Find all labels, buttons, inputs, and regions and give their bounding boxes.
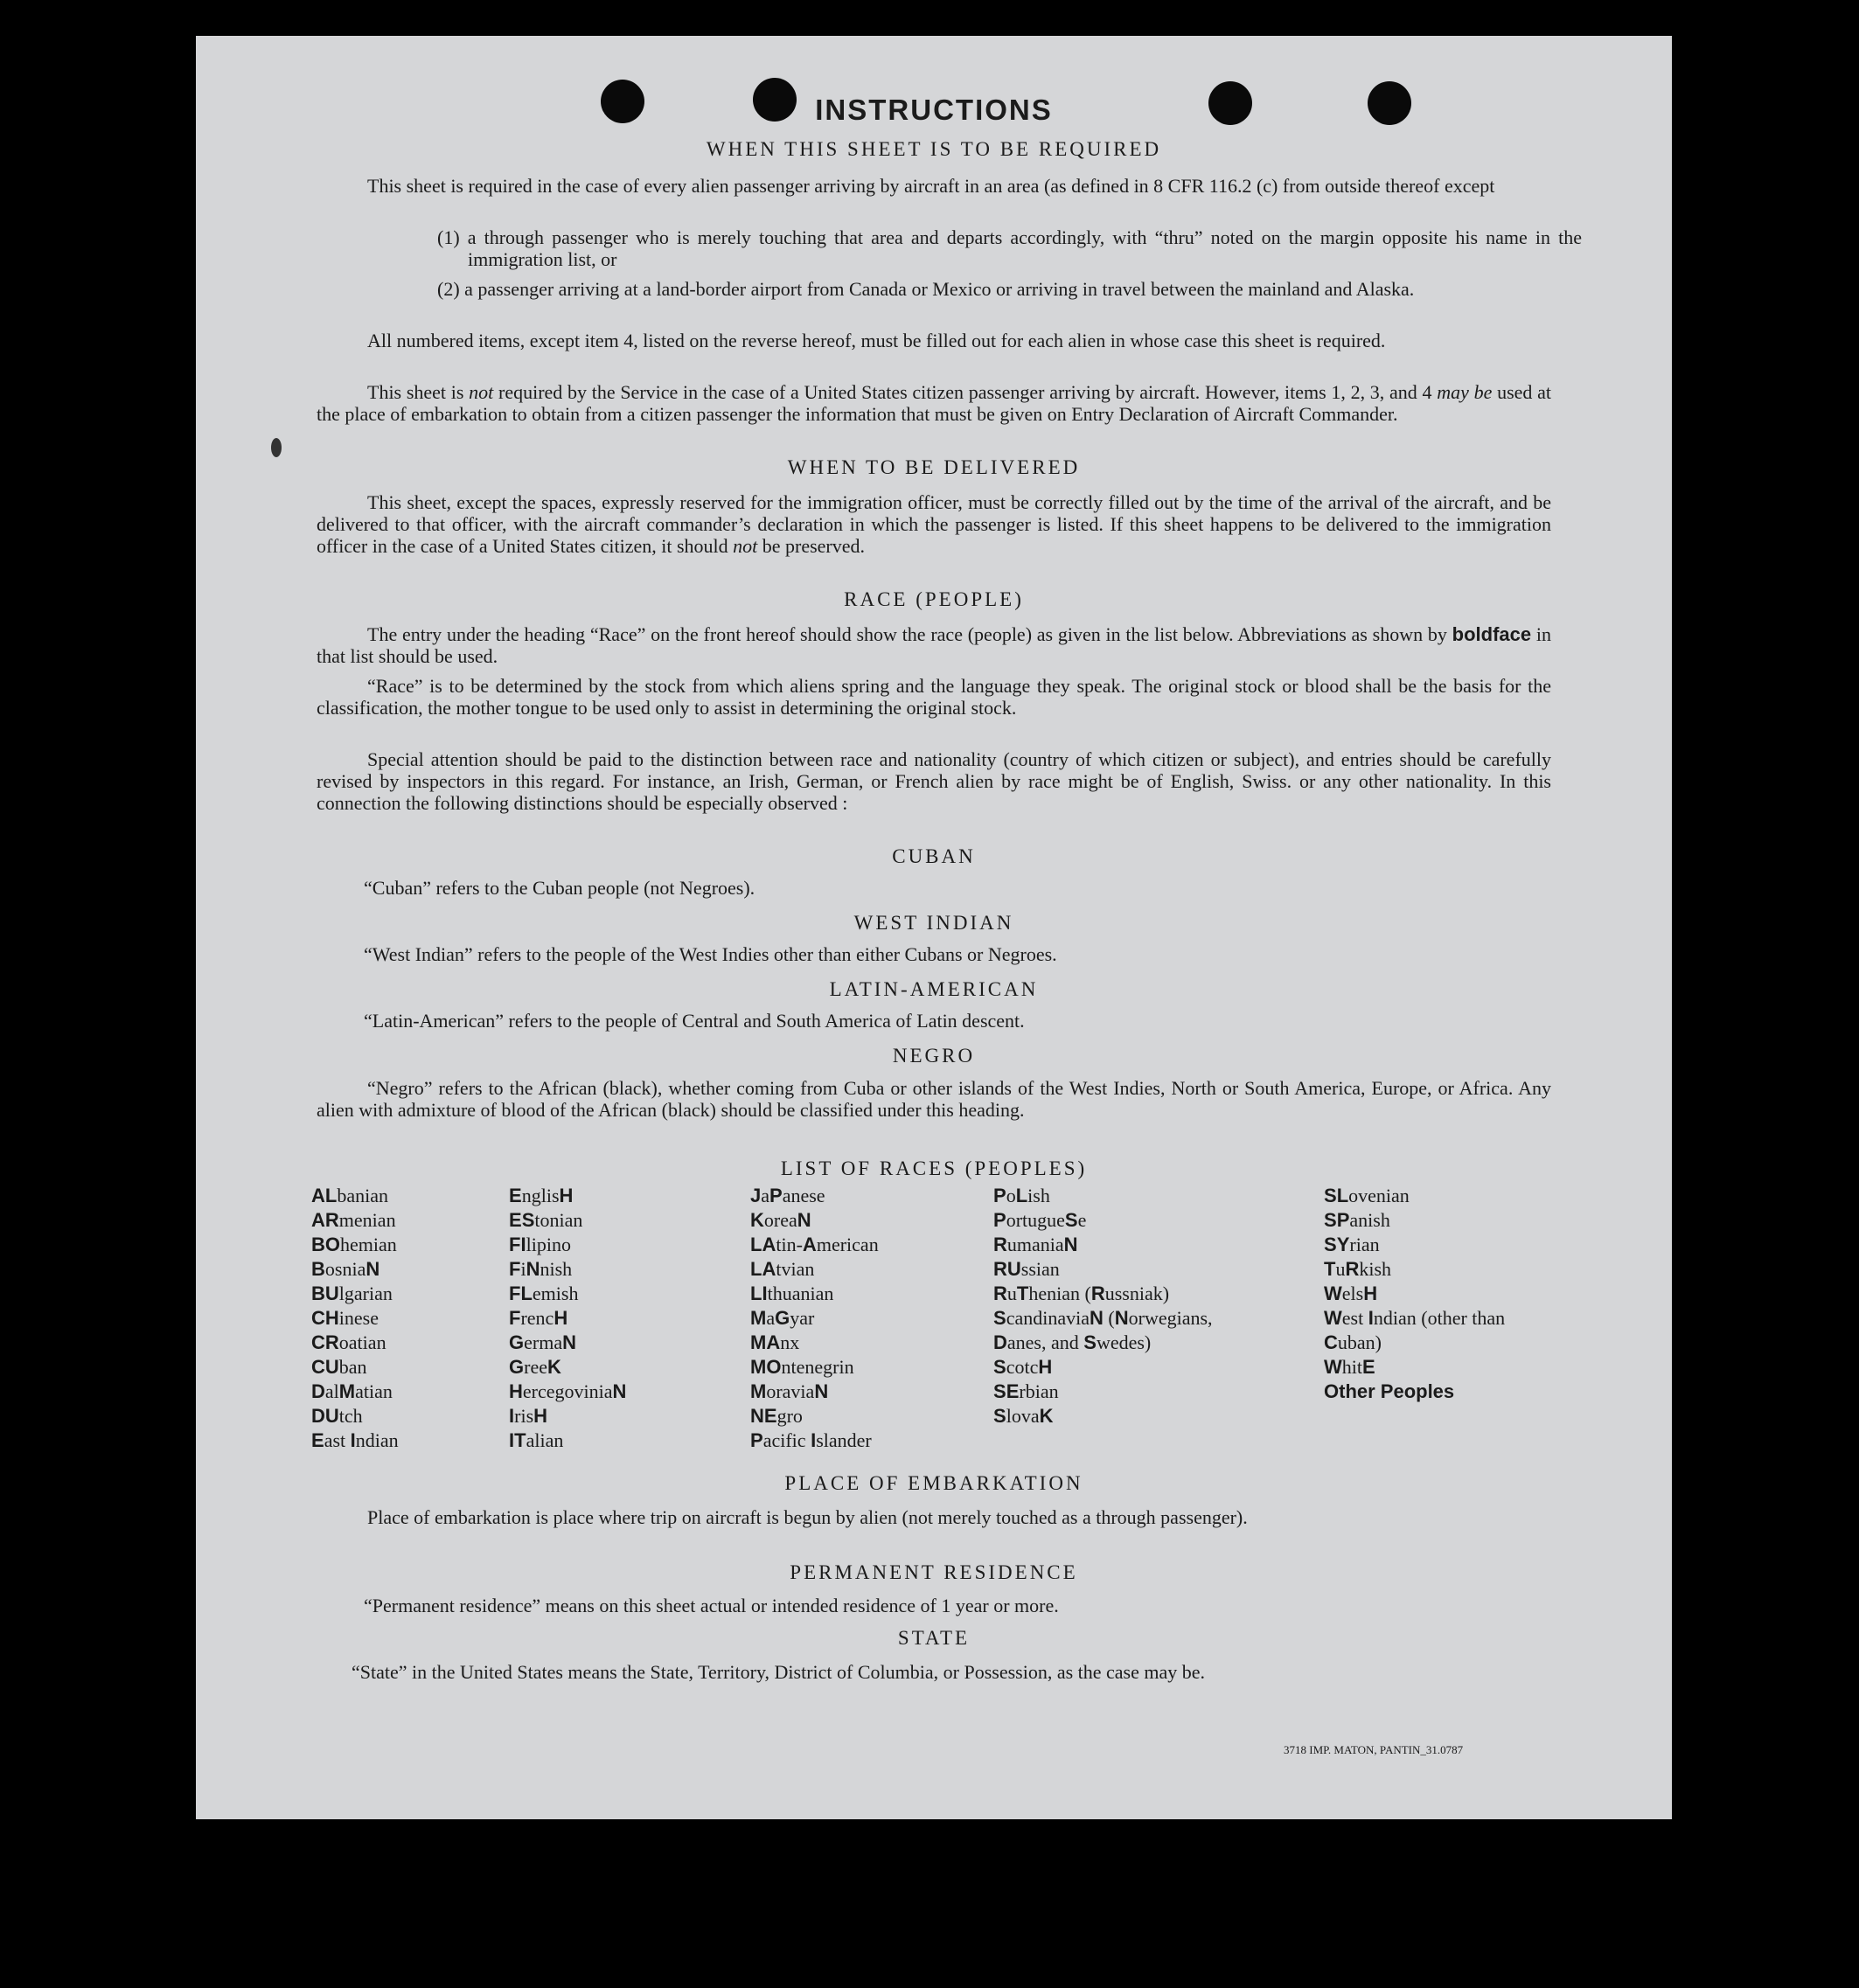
race-entry: SLovenian — [1324, 1185, 1410, 1206]
text: This sheet, except the spaces, expressly reserved for the immigration officer, must be correctly filled out by the time of the arrival of the aircraft, and be delivered to that officer, with the aircraft commander’s declaration in which the passenger is listed. If this sheet happens to be delivered to the immigration officer in the case of a United States citizen, it should — [317, 491, 1551, 557]
race-entry: CHinese — [311, 1307, 379, 1329]
heading-latin-american: LATIN-AMERICAN — [829, 978, 1039, 1000]
race-entry: ITalian — [509, 1429, 564, 1451]
race-entry: FIlipino — [509, 1234, 571, 1255]
race-entry: MAnx — [750, 1331, 800, 1353]
race-entry: MaGyar — [750, 1307, 815, 1329]
race-entry: CRoatian — [311, 1331, 386, 1353]
race-entry: BOhemian — [311, 1234, 397, 1255]
race-entry: SlovaK — [993, 1405, 1054, 1427]
race-entry: TuRkish — [1324, 1258, 1392, 1280]
race-entry: Pacific Islander — [750, 1429, 872, 1451]
printer-imprint: 3718 IMP. MATON, PANTIN_31.0787 — [1284, 1743, 1464, 1756]
race-entry: EStonian — [509, 1209, 583, 1231]
ink-blot — [271, 438, 282, 457]
heading-list-of-races: LIST OF RACES (PEOPLES) — [780, 1157, 1088, 1179]
race-entry: SErbian — [993, 1380, 1059, 1402]
race-entry: FLemish — [509, 1282, 579, 1304]
race-entry: LAtvian — [750, 1258, 815, 1280]
text: be preserved. — [757, 535, 866, 557]
race-entry: RuThenian (Russniak) — [993, 1282, 1170, 1304]
text: used at the place of embarkation to obtain from a citizen passenger the information that must be given on Entry Declaration of Aircraft Commander. — [317, 381, 1551, 425]
race-entry: SYrian — [1324, 1234, 1380, 1255]
race-entry: ALbanian — [311, 1185, 388, 1206]
race-entry: MOntenegrin — [750, 1356, 854, 1378]
race-entry: BUlgarian — [311, 1282, 393, 1304]
emphasis: not — [469, 381, 494, 403]
race-entry: SPanish — [1324, 1209, 1390, 1231]
emphasis: not — [733, 535, 758, 557]
race-entry: FrencH — [509, 1307, 568, 1329]
race-entry: BosniaN — [311, 1258, 380, 1280]
race-entry: HercegoviniaN — [509, 1380, 627, 1402]
race-entry: East Indian — [311, 1429, 399, 1451]
race-entry: PoLish — [993, 1185, 1050, 1206]
heading-state: STATE — [897, 1627, 971, 1649]
heading-embarkation: PLACE OF EMBARKATION — [784, 1472, 1083, 1494]
heading-when-required: WHEN THIS SHEET IS TO BE REQUIRED — [706, 138, 1162, 160]
paragraph — [317, 623, 1551, 667]
race-entry: RUssian — [993, 1258, 1060, 1280]
exception-item: (1) a through passenger who is merely touching that area and departs accordingly, with “thru” noted on the margin opposite his name in the immigration list, or — [437, 226, 1582, 270]
definition-state: “State” in the United States means the State, Territory, District of Columbia, or Possession, as the case may be. — [352, 1661, 1206, 1683]
race-entry: ScotcH — [993, 1356, 1053, 1378]
race-entry: LAtin-American — [750, 1234, 879, 1255]
paragraph: This sheet is required in the case of every alien passenger arriving by aircraft in an area (as defined in 8 CFR 116.2 (c) from outside thereof except — [367, 175, 1495, 197]
race-entry: PortugueSe — [993, 1209, 1087, 1231]
race-entry: WelsH — [1324, 1282, 1378, 1304]
race-entry: GermaN — [509, 1331, 576, 1353]
heading-permanent-residence: PERMANENT RESIDENCE — [790, 1561, 1078, 1583]
race-entry: JaPanese — [750, 1185, 825, 1206]
exception-item: (2) a passenger arriving at a land-border airport from Canada or Mexico or arriving in travel between the mainland and Alaska. — [437, 278, 1415, 300]
races-column — [1324, 1184, 1553, 1404]
races-column — [993, 1184, 1256, 1428]
heading-race: RACE (PEOPLE) — [844, 588, 1024, 610]
text: required by the Service in the case of a United States citizen passenger arriving by aircraft. However, items 1, 2, 3, and 4 — [493, 381, 1438, 403]
heading-cuban: CUBAN — [892, 845, 976, 867]
race-entry: FiNnish — [509, 1258, 573, 1280]
race-entry: KoreaN — [750, 1209, 811, 1231]
race-entry: RumaniaN — [993, 1234, 1078, 1255]
heading-negro: NEGRO — [892, 1045, 976, 1067]
race-entry: WhitE — [1324, 1356, 1375, 1378]
definition-west-indian: “West Indian” refers to the people of the West Indies other than either Cubans or Negroes. — [364, 943, 1057, 965]
race-entry: DUtch — [311, 1405, 363, 1427]
races-column — [750, 1184, 969, 1453]
race-entry: EnglisH — [509, 1185, 574, 1206]
text: in that list should be used. — [317, 623, 1551, 667]
definition-latin-american: “Latin-American” refers to the people of Central and South America of Latin descent. — [364, 1010, 1025, 1032]
emphasis: may be — [1437, 381, 1493, 403]
paragraph: “Race” is to be determined by the stock from which aliens spring and the language they speak. The original stock or blood shall be the basis for the classification, the mother tongue to be used only to assist in determining the original stock. — [317, 675, 1551, 719]
races-column — [311, 1184, 486, 1453]
page-title: INSTRUCTIONS — [815, 94, 1053, 126]
definition-permanent-residence: “Permanent residence” means on this sheet actual or intended residence of 1 year or more. — [364, 1595, 1059, 1616]
race-entry: DalMatian — [311, 1380, 393, 1402]
race-entry: Other Peoples — [1324, 1380, 1455, 1402]
text: The entry under the heading “Race” on the front hereof should show the race (people) as given in the list below. Abbreviations as shown by — [367, 623, 1452, 645]
race-entry: ARmenian — [311, 1209, 396, 1231]
race-entry: West Indian (other than Cuban) — [1324, 1307, 1506, 1353]
race-entry: NEgro — [750, 1405, 803, 1427]
document-sheet — [196, 36, 1672, 1819]
race-entry: CUban — [311, 1356, 367, 1378]
paragraph: Special attention should be paid to the distinction between race and nationality (country of which citizen or subject), and entries should be carefully revised by inspectors in this regard. For instance, an Irish, German, or French alien by race might be of English, Swiss. or any other nationality. In this connection the following distinctions should be especially observed : — [317, 748, 1551, 814]
races-column — [509, 1184, 710, 1453]
race-entry: LIthuanian — [750, 1282, 834, 1304]
race-entry: MoraviaN — [750, 1380, 829, 1402]
paragraph — [317, 491, 1551, 557]
heading-when-delivered: WHEN TO BE DELIVERED — [787, 456, 1081, 478]
boldface-word: boldface — [1452, 623, 1532, 645]
race-entry: GreeK — [509, 1356, 561, 1378]
paragraph — [317, 381, 1551, 425]
race-entry: IrisH — [509, 1405, 548, 1427]
text: This sheet is — [367, 381, 470, 403]
definition-embarkation: Place of embarkation is place where trip on aircraft is begun by alien (not merely touched as a through passenger). — [367, 1506, 1248, 1528]
definition-negro: “Negro” refers to the African (black), whether coming from Cuba or other islands of the West Indies, North or South America, Europe, or Africa. Any alien with admixture of blood of the African (black) should be classified under this heading. — [317, 1077, 1551, 1121]
paragraph: All numbered items, except item 4, listed on the reverse hereof, must be filled out for each alien in whose case this sheet is required. — [367, 330, 1386, 351]
definition-cuban: “Cuban” refers to the Cuban people (not Negroes). — [364, 877, 755, 899]
heading-west-indian: WEST INDIAN — [853, 912, 1014, 934]
race-entry: ScandinaviaN (Norwegians, Danes, and Swedes) — [993, 1307, 1213, 1353]
